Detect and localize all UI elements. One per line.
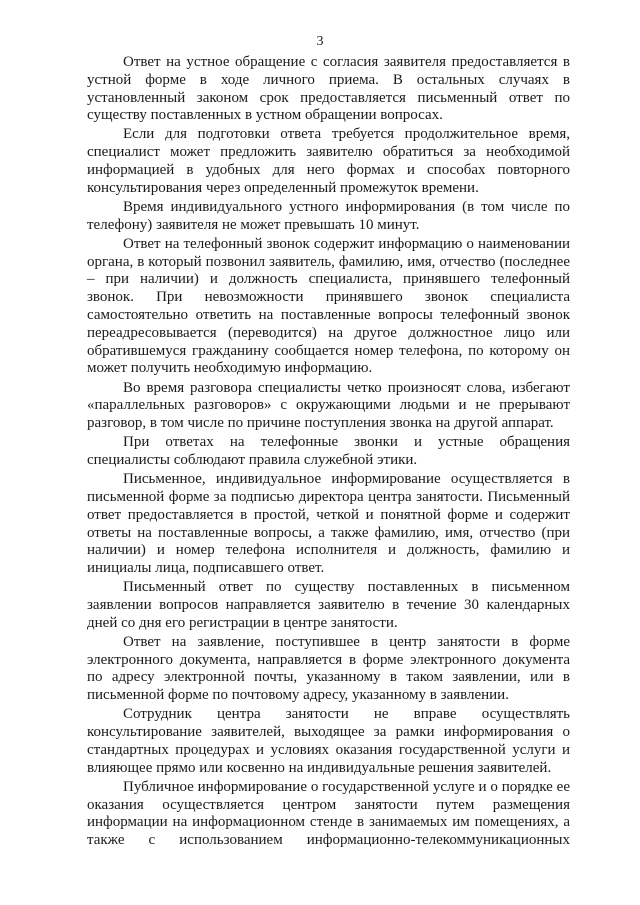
paragraph: Ответ на устное обращение с согласия заявителя предоставляется в устной форме в ходе личного приема. В остальных случаях в установленный законом срок предоставляется письменный ответ по существу поставленных в устном обращении вопросах. — [87, 54, 570, 124]
paragraph: При ответах на телефонные звонки и устные обращения специалисты соблюдают правила служебной этики. — [87, 434, 570, 469]
paragraph: Публичное информирование о государственной услуге и о порядке ее оказания осуществляется центром занятости путем размещения информации на информационном стенде в занимаемых им помещениях, а также с использованием информационно-телекоммуникационных — [87, 778, 570, 849]
paragraph: Во время разговора специалисты четко произносят слова, избегают «параллельных разговоров» с окружающими людьми и не прерывают разговор, в том числе по причине поступления звонка на другой аппарат. — [87, 379, 570, 432]
paragraph: Сотрудник центра занятости не вправе осуществлять консультирование заявителей, выходящее за рамки информирования о стандартных процедурах и условиях оказания государственной услуги и влияющее прямо или косвенно на индивидуальные решения заявителей. — [87, 706, 570, 776]
paragraph: Время индивидуального устного информирования (в том числе по телефону) заявителя не может превышать 10 минут. — [87, 198, 570, 233]
paragraph: Если для подготовки ответа требуется продолжительное время, специалист может предложить заявителю обратиться за необходимой информацией в удобных для него формах и способах повторного консультирования через определенный промежуток времени. — [87, 126, 570, 196]
paragraph: Письменный ответ по существу поставленных в письменном заявлении вопросов направляется заявителю в течение 30 календарных дней со дня его регистрации в центре занятости. — [87, 579, 570, 631]
paragraph: Ответ на заявление, поступившее в центр занятости в форме электронного документа, направляется в форме электронного документа по адресу электронной почты, указанному в таком заявлении, или в письменной форме по почтовому адресу, указанному в заявлении. — [87, 633, 570, 704]
document-body — [87, 54, 570, 851]
paragraph: Письменное, индивидуальное информирование осуществляется в письменной форме за подписью директора центра занятости. Письменный ответ предоставляется в простой, четкой и понятной форме и содержит ответы на поставленные вопросы, а также фамилию, имя, отчество (при наличии) и номер телефона исполнителя и должность, фамилию и инициалы лица, подписавшего ответ. — [87, 471, 570, 577]
paragraph: Ответ на телефонный звонок содержит информацию о наименовании органа, в который позвонил заявитель, фамилию, имя, отчество (последнее – при наличии) и должность специалиста, принявшего телефонный звонок. При невозможности принявшего звонок специалиста самостоятельно ответить на поставленные вопросы телефонный звонок переадресовывается (переводится) на другое должностное лицо или обратившемуся гражданину сообщается номер телефона, по которому он может получить необходимую информацию. — [87, 235, 570, 377]
page-number: 3 — [316, 34, 324, 49]
